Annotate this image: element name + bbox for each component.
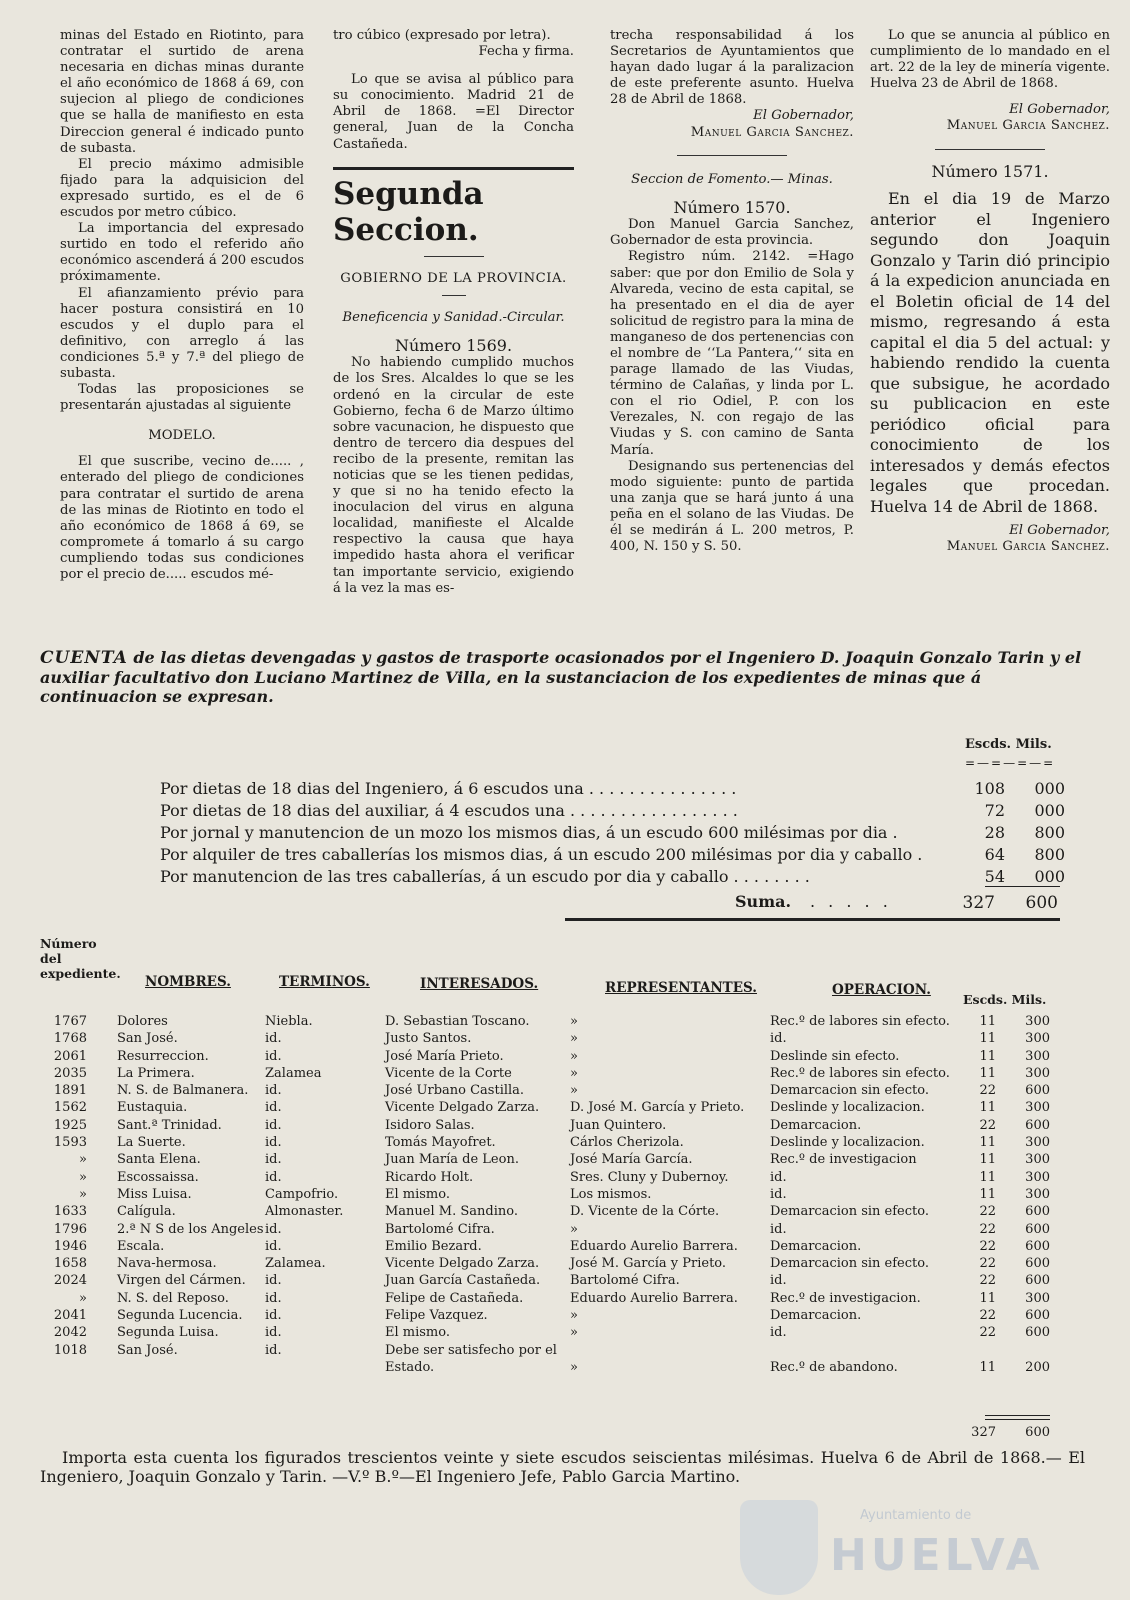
table-cell-e: 22: [979, 1256, 996, 1272]
table-cell-op: id.: [770, 1273, 787, 1289]
cost-row: [160, 822, 1065, 844]
table-cell-ter: id.: [265, 1100, 282, 1116]
table-cell-e: 11: [979, 1014, 996, 1029]
table-cell-ter: id.: [265, 1117, 282, 1133]
suma-escudos: 327: [962, 893, 995, 913]
col2-paragraph-1: tro cúbico (expresado por letra).: [333, 28, 551, 43]
table-cell-m: [1008, 1342, 1050, 1359]
table-cell-ter: id.: [265, 1031, 282, 1047]
table-cell-nom: Eustaquia.: [117, 1100, 188, 1116]
table-cell-m: 300: [1025, 1186, 1050, 1202]
column-operacion: [770, 1013, 950, 1376]
table-cell-int: El mismo.: [385, 1325, 450, 1341]
table-cell-rep: Eduardo Aurelio Barrera.: [570, 1238, 738, 1254]
table-cell-num: 1767: [53, 1014, 87, 1029]
table-cell-ter: Niebla.: [265, 1014, 313, 1029]
table-cell-e: [962, 1342, 996, 1359]
table-cell-e: 11: [979, 1100, 996, 1116]
table-cell-int: Debe ser satisfecho por el: [385, 1342, 557, 1358]
beneficencia-subtitle: Beneficencia y Sanidad.-Circular.: [342, 309, 565, 325]
table-cell-op: Rec.º de labores sin efecto.: [770, 1014, 950, 1029]
table-cell-ter: id.: [265, 1290, 282, 1306]
table-cell-nom: [117, 1359, 277, 1376]
sum-rule: [985, 886, 1060, 887]
table-cell-m: 600: [1025, 1325, 1050, 1341]
table-cell-rep: D. José M. García y Prieto.: [570, 1100, 745, 1116]
table-cell-op: Rec.º de investigacion.: [770, 1290, 921, 1306]
table-cell-nom: San José.: [117, 1342, 178, 1358]
divider: [677, 155, 787, 156]
table-cell-op: Demarcacion sin efecto.: [770, 1083, 929, 1099]
cost-row: [160, 866, 1065, 888]
col2-fecha-firma: Fecha y firma.: [478, 44, 574, 60]
table-cell-num: »: [79, 1152, 87, 1168]
footer-text: Importa esta cuenta los figurados trescientos veinte y siete escudos seiscientas milésimas. Huelva 6 de Abril de 1868.— El Ingeniero, Joaquin Gonzalo y Tarin. —V.º B.º—El Ingeniero Jefe, Pablo Garcia Martino.: [40, 1448, 1085, 1486]
table-cell-ter: id.: [265, 1152, 282, 1168]
table-cell-ter: id.: [265, 1169, 282, 1185]
column-mils: [1008, 1013, 1050, 1376]
col4-firma: Manuel Garcia Sanchez.: [946, 118, 1110, 134]
table-cell-num: 2042: [53, 1325, 87, 1341]
col3-gobernador: El Gobernador,: [753, 108, 854, 124]
table-cell-rep: Juan Quintero.: [570, 1117, 667, 1133]
column-escudos: [962, 1013, 996, 1376]
table-cell-m: 300: [1025, 1135, 1050, 1151]
table-cell-op: [770, 1342, 950, 1359]
col3-paragraph-1: trecha responsabilidad á los Secretarios de Ayuntamientos que hayan dado lugar á la paralizacion de este preferente asunto. Huelva 28 de Abril de 1868.: [610, 28, 854, 108]
header-money: Escds. Mils.: [963, 992, 1047, 1007]
table-cell-int: Juan María de Leon.: [385, 1152, 519, 1168]
col2-paragraph-3: Lo que se avisa al público para su conocimiento. Madrid 21 de Abril de 1868. =El Director general, Juan de la Concha Castañeda.: [333, 72, 574, 152]
table-cell-e: 11: [979, 1186, 996, 1202]
table-cell-m: 300: [1025, 1031, 1050, 1047]
table-cell-nom: Escala.: [117, 1238, 165, 1254]
cuenta-lead: CUENTA: [40, 648, 128, 668]
table-top-rule: [565, 918, 1060, 921]
cost-label: Por alquiler de tres caballerías los mismos dias, á un escudo 200 milésimas por dia y caballo .: [160, 845, 923, 864]
table-cell-nom: La Suerte.: [117, 1135, 186, 1151]
col4-paragraph-1: Lo que se anuncia al público en cumplimiento de lo mandado en el art. 22 de la ley de minería vigente. Huelva 23 de Abril de 1868.: [870, 28, 1110, 92]
col2-paragraph-4: No habiendo cumplido muchos de los Sres. Alcaldes lo que se les ordenó en la circular de este Gobierno, fecha 6 de Marzo último sobre vacunacion, he dispuesto que dentro de tercero dia despues del recibo de la presente, remitan las noticias que se les tienen pedidas, y que si no ha tenido efecto la inoculacion del virus en alguna localidad, manifieste el Alcalde respectivo la causa que haya impedido hasta ahora el verificar tan importante servicio, exigiendo á la vez la mas es-: [333, 355, 574, 596]
table-cell-rep: »: [570, 1359, 578, 1375]
table-cell-int: Isidoro Salas.: [385, 1117, 475, 1133]
footer-note: [40, 1448, 1085, 1486]
header-numero: Número del expediente.: [40, 936, 121, 981]
table-cell-nom: Resurreccion.: [117, 1048, 209, 1064]
table-cell-rep: »: [570, 1048, 578, 1064]
table-cell-m: 300: [1025, 1048, 1050, 1064]
column-numero: [45, 1013, 87, 1376]
cost-list: [160, 778, 1065, 888]
cuenta-title: [40, 648, 1090, 706]
table-cell-m: 300: [1025, 1100, 1050, 1116]
table-cell-ter: id.: [265, 1048, 282, 1064]
table-cell-e: 11: [979, 1359, 996, 1375]
table-cell-rep: »: [570, 1065, 578, 1081]
total-rule: [985, 1419, 1050, 1420]
cost-escudos: 64: [984, 845, 1005, 864]
table-cell-e: 22: [979, 1117, 996, 1133]
table-cell-ter: id.: [265, 1342, 282, 1358]
table-cell-m: 600: [1025, 1308, 1050, 1324]
table-cell-ter: id.: [265, 1308, 282, 1324]
table-cell-m: 600: [1025, 1083, 1050, 1099]
table-cell-int: Ricardo Holt.: [385, 1169, 474, 1185]
table-cell-rep: Los mismos.: [570, 1186, 652, 1202]
table-cell-num: 2035: [53, 1065, 87, 1081]
table-cell-m: 300: [1025, 1290, 1050, 1306]
table-cell-op: id.: [770, 1325, 787, 1341]
table-cell-rep: »: [570, 1031, 578, 1047]
table-cell-e: 22: [979, 1273, 996, 1289]
table-cell-rep: »: [570, 1221, 578, 1237]
total-escudos: 327: [971, 1425, 996, 1440]
fomento-subtitle: Seccion de Fomento.— Minas.: [631, 171, 833, 187]
col4-firma-2: Manuel Garcia Sanchez.: [946, 539, 1110, 555]
column-terminos: [265, 1013, 375, 1376]
table-cell-m: 600: [1025, 1221, 1050, 1237]
table-cell-num: 1562: [53, 1100, 87, 1116]
table-cell-ter: Zalamea: [265, 1065, 322, 1081]
table-cell-nom: Segunda Lucencia.: [117, 1308, 243, 1324]
table-cell-rep: Sres. Cluny y Dubernoy.: [570, 1169, 729, 1185]
table-cell-nom: Nava-hermosa.: [117, 1256, 217, 1272]
table-cell-op: Rec.º de abandono.: [770, 1359, 898, 1375]
table-cell-ter: Zalamea.: [265, 1256, 326, 1272]
watermark-small-text: Ayuntamiento de: [860, 1508, 972, 1523]
column-2: [333, 28, 574, 597]
table-cell-m: 600: [1025, 1238, 1050, 1254]
money-header: Escds. Mils.: [965, 737, 1052, 752]
column-nombres: [117, 1013, 277, 1376]
table-cell-op: Demarcacion.: [770, 1238, 862, 1254]
table-cell-int: Tomás Mayofret.: [385, 1135, 496, 1151]
header-nombres: NOMBRES.: [145, 974, 231, 990]
table-cell-e: 22: [979, 1308, 996, 1324]
table-cell-rep: José María García.: [570, 1152, 693, 1168]
cost-escudos: 28: [984, 823, 1005, 842]
header-representantes: REPRESENTANTES.: [605, 980, 757, 996]
header-operacion: OPERACION.: [832, 982, 931, 998]
table-cell-num: 1891: [53, 1083, 87, 1099]
table-cell-nom: Santa Elena.: [117, 1152, 201, 1168]
table-cell-rep: »: [570, 1014, 578, 1029]
cost-row: [160, 844, 1065, 866]
table-cell-ter: [265, 1359, 375, 1376]
table-cell-op: Demarcacion sin efecto.: [770, 1256, 929, 1272]
cost-row: [160, 800, 1065, 822]
col3-paragraph-3: Registro núm. 2142. =Hago saber: que por don Emilio de Sola y Alvareda, vecino de esta capital, se ha presentado en el dia de ayer solicitud de registro para la mina de manganeso de dos pertenencias con el nombre de ‘‘La Pantera,‘‘ sita en parage llamado de las Viudas, término de Calañas, y linda por L. con el rio Odiel, P. con los Verezales, N. con regajo de las Viudas y S. con camino de Santa María.: [610, 249, 854, 458]
table-cell-int: José María Prieto.: [385, 1048, 504, 1064]
table-cell-int: Vicente Delgado Zarza.: [385, 1256, 540, 1272]
table-cell-nom: Virgen del Cármen.: [117, 1273, 246, 1289]
table-cell-ter: id.: [265, 1325, 282, 1341]
table-cell-m: 300: [1025, 1014, 1050, 1029]
suma-dots: . . . . .: [810, 892, 892, 911]
cost-escudos: 54: [984, 867, 1005, 886]
table-cell-op: Demarcacion.: [770, 1117, 862, 1133]
table-cell-nom: Escossaissa.: [117, 1169, 199, 1185]
table-cell-m: 300: [1025, 1065, 1050, 1081]
col4-gobernador: El Gobernador,: [1009, 102, 1110, 118]
col1-paragraph-2: El precio máximo admisible fijado para la adquisicion del expresado surtido, es el de 6 escudos por metro cúbico.: [60, 156, 304, 221]
table-cell-op: Rec.º de labores sin efecto.: [770, 1065, 950, 1081]
table-cell-rep: Eduardo Aurelio Barrera.: [570, 1290, 738, 1306]
table-cell-ter: id.: [265, 1135, 282, 1151]
table-cell-e: 11: [979, 1169, 996, 1185]
cost-escudos: 72: [984, 801, 1005, 820]
cost-mils: 800: [1034, 823, 1065, 842]
divider: [935, 149, 1045, 150]
table-cell-int: Vicente de la Corte: [385, 1065, 512, 1081]
table-cell-m: 300: [1025, 1169, 1050, 1185]
table-cell-e: 22: [979, 1083, 996, 1099]
col3-paragraph-4: Designando sus pertenencias del modo siguiente: punto de partida una zanja que se hará junto á una peña en el solano de las Viudas. De él se medirán á L. 200 metros, P. 400, N. 150 y S. 50.: [610, 458, 854, 555]
table-cell-int: Justo Santos.: [385, 1031, 472, 1047]
table-cell-num: 2061: [53, 1048, 87, 1064]
table-cell-nom: N. S. de Balmanera.: [117, 1083, 249, 1099]
table-cell-num: 1633: [53, 1204, 87, 1220]
table-cell-op: Demarcacion sin efecto.: [770, 1204, 929, 1220]
table-cell-rep: »: [570, 1325, 578, 1341]
cost-label: Por dietas de 18 dias del Ingeniero, á 6 escudos una . . . . . . . . . . . . . . .: [160, 779, 737, 798]
header-terminos: TERMINOS.: [279, 974, 370, 990]
table-cell-e: 22: [979, 1325, 996, 1341]
table-cell-num: [45, 1359, 87, 1376]
table-cell-nom: Calígula.: [117, 1204, 176, 1220]
table-cell-num: 1658: [53, 1256, 87, 1272]
table-cell-num: »: [79, 1169, 87, 1185]
table-cell-ter: id.: [265, 1083, 282, 1099]
table-cell-m: 300: [1025, 1152, 1050, 1168]
table-cell-op: Demarcacion.: [770, 1308, 862, 1324]
table-cell-op: Deslinde y localizacion.: [770, 1135, 925, 1151]
table-cell-int: El mismo.: [385, 1186, 450, 1202]
col1-paragraph-4: El afianzamiento prévio para hacer postura consistirá en 10 escudos y el duplo para el definitivo, con arreglo á las condiciones 5.ª y 7.ª del pliego de subasta.: [60, 285, 304, 381]
table-cell-e: 11: [979, 1031, 996, 1047]
money-header-rule: =—=—=—=: [965, 756, 1056, 770]
crest-watermark-icon: [740, 1500, 818, 1595]
table-cell-rep: [570, 1342, 760, 1359]
section-rule: [333, 167, 574, 170]
gobierno-heading: GOBIERNO DE LA PROVINCIA.: [340, 270, 567, 286]
table-cell-op: id.: [770, 1031, 787, 1047]
table-cell-e: 11: [979, 1048, 996, 1064]
table-cell-num: 2041: [53, 1308, 87, 1324]
table-cell-int: José Urbano Castilla.: [385, 1083, 525, 1099]
table-cell-int: D. Sebastian Toscano.: [385, 1014, 530, 1029]
table-cell-rep: D. Vicente de la Córte.: [570, 1204, 720, 1220]
cost-mils: 800: [1034, 845, 1065, 864]
col1-paragraph-1: minas del Estado en Riotinto, para contratar el surtido de arena necesaria en dichas minas durante el año económico de 1868 á 69, con sujecion al pliego de condiciones que se halla de manifiesto en esta Direccion general é indicado punto de subasta.: [60, 28, 304, 156]
cost-mils: 000: [1034, 801, 1065, 820]
col3-paragraph-2: Don Manuel Garcia Sanchez, Gobernador de esta provincia.: [610, 217, 854, 249]
table-cell-e: 11: [979, 1065, 996, 1081]
col4-paragraph-2: En el dia 19 de Marzo anterior el Ingeniero segundo don Joaquin Gonzalo y Tarin dió principio á la expedicion anunciada en el Boletin oficial de 14 del mismo, regresando á esta capital el dia 5 del actual: y habiendo rendido la cuenta que subsigue, he acordado su publicacion en este periódico oficial para conocimiento de los interesados y demás efectos legales que procedan. Huelva 14 de Abril de 1868.: [870, 189, 1110, 516]
col1-paragraph-6: El que suscribe, vecino de..... , enterado del pliego de condiciones para contratar el surtido de arena de las minas de Riotinto en todo el año económico de 1868 á 69, se compromete á tomarlo á su cargo cumpliendo todas sus condiciones por el precio de..... escudos mé-: [60, 454, 304, 582]
table-cell-num: »: [79, 1290, 87, 1306]
table-cell-int: Bartolomé Cifra.: [385, 1221, 495, 1237]
table-cell-num: 1593: [53, 1135, 87, 1151]
table-cell-ter: id.: [265, 1238, 282, 1254]
table-cell-num: »: [79, 1186, 87, 1202]
table-cell-op: id.: [770, 1169, 787, 1185]
table-cell-nom: 2.ª N S de los Angeles: [117, 1221, 264, 1237]
table-cell-rep: José M. García y Prieto.: [570, 1256, 727, 1272]
table-cell-m: 200: [1025, 1359, 1050, 1375]
numero-1570: Número 1570.: [673, 197, 791, 217]
table-cell-nom: San José.: [117, 1031, 178, 1047]
suma-label: Suma.: [735, 892, 792, 911]
table-cell-e: 22: [979, 1204, 996, 1220]
suma-mils: 600: [1025, 893, 1058, 913]
table-cell-rep: Cárlos Cherizola.: [570, 1135, 684, 1151]
table-cell-nom: Dolores: [117, 1014, 168, 1029]
column-representantes: [570, 1013, 760, 1376]
table-cell-num: 1925: [53, 1117, 87, 1133]
cuenta-title-text: de las dietas devengadas y gastos de trasporte ocasionados por el Ingeniero D. Joaquin Gonzalo Tarin y el auxiliar facultativo don Luciano Martinez de Villa, en la sustanciacion de los expedientes de minas que á continuacion se expresan.: [40, 648, 1082, 706]
table-cell-rep: Bartolomé Cifra.: [570, 1273, 680, 1289]
table-cell-int: Felipe Vazquez.: [385, 1308, 488, 1324]
column-3: [610, 28, 854, 555]
table-cell-op: id.: [770, 1221, 787, 1237]
table-cell-num: 2024: [53, 1273, 87, 1289]
table-cell-num: 1946: [53, 1238, 87, 1254]
table-cell-nom: Miss Luisa.: [117, 1186, 192, 1202]
table-cell-num: 1018: [53, 1342, 87, 1358]
table-cell-e: 11: [979, 1290, 996, 1306]
total-rule: [985, 1415, 1050, 1416]
table-cell-m: 600: [1025, 1256, 1050, 1272]
table-cell-nom: Segunda Luisa.: [117, 1325, 219, 1341]
numero-1571: Número 1571.: [931, 161, 1049, 181]
divider: [442, 295, 466, 296]
cost-label: Por dietas de 18 dias del auxiliar, á 4 escudos una . . . . . . . . . . . . . . . . .: [160, 801, 738, 820]
table-cell-e: 11: [979, 1135, 996, 1151]
table-cell-op: Deslinde sin efecto.: [770, 1048, 900, 1064]
table-cell-ter: Almonaster.: [265, 1204, 344, 1220]
table-cell-e: 22: [979, 1221, 996, 1237]
table-cell-op: Deslinde y localizacion.: [770, 1100, 925, 1116]
column-4: [870, 28, 1110, 555]
cost-escudos: 108: [974, 779, 1005, 798]
numero-1569: Número 1569.: [394, 335, 513, 355]
table-cell-rep: »: [570, 1083, 578, 1099]
column-interesados: [385, 1013, 575, 1376]
table-cell-m: 600: [1025, 1273, 1050, 1289]
table-cell-int: Emilio Bezard.: [385, 1238, 482, 1254]
table-cell-nom: La Primera.: [117, 1065, 195, 1081]
modelo-heading: MODELO.: [148, 428, 216, 444]
table-cell-rep: »: [570, 1308, 578, 1324]
table-cell-num: 1796: [53, 1221, 87, 1237]
table-cell-op: id.: [770, 1186, 787, 1202]
table-cell-m: 600: [1025, 1117, 1050, 1133]
col1-paragraph-5: Todas las proposiciones se presentarán ajustadas al siguiente: [60, 382, 304, 414]
col1-paragraph-3: La importancia del expresado surtido en todo el referido año económico ascenderá á 200 escudos próximamente.: [60, 221, 304, 285]
table-cell-e: 22: [979, 1238, 996, 1254]
table-cell-ter: Campofrio.: [265, 1186, 339, 1202]
table-cell-num: 1768: [53, 1031, 87, 1047]
total-mils: 600: [1025, 1425, 1050, 1440]
watermark-huelva: HUELVA: [830, 1530, 1044, 1581]
cost-label: Por manutencion de las tres caballerías, á un escudo por dia y caballo . . . . . . . .: [160, 867, 810, 886]
cost-mils: 000: [1034, 867, 1065, 886]
col3-firma: Manuel Garcia Sanchez.: [690, 124, 854, 140]
table-cell-ter: id.: [265, 1221, 282, 1237]
cost-mils: 000: [1034, 779, 1065, 798]
table-cell-m: 600: [1025, 1204, 1050, 1220]
column-1: [60, 28, 304, 583]
table-cell-int: Juan García Castañeda.: [385, 1273, 541, 1289]
table-cell-nom: N. S. del Reposo.: [117, 1290, 229, 1306]
table-cell-int: Manuel M. Sandino.: [385, 1204, 518, 1220]
divider: [424, 256, 484, 257]
header-interesados: INTERESADOS.: [420, 976, 539, 992]
table-cell-int: Felipe de Castañeda.: [385, 1290, 524, 1306]
table-cell-nom: Sant.ª Trinidad.: [117, 1117, 222, 1133]
table-cell-ter: id.: [265, 1273, 282, 1289]
table-cell-int: Vicente Delgado Zarza.: [385, 1100, 540, 1116]
cost-row: [160, 778, 1065, 800]
col4-gobernador-2: El Gobernador,: [1009, 523, 1110, 539]
table-cell-e: 11: [979, 1152, 996, 1168]
segunda-seccion-title: Segunda Seccion.: [333, 175, 484, 248]
table-cell-op: Rec.º de investigacion: [770, 1152, 917, 1168]
cost-label: Por jornal y manutencion de un mozo los mismos dias, á un escudo 600 milésimas por dia .: [160, 823, 898, 842]
table-cell-int: Estado.: [385, 1359, 435, 1375]
